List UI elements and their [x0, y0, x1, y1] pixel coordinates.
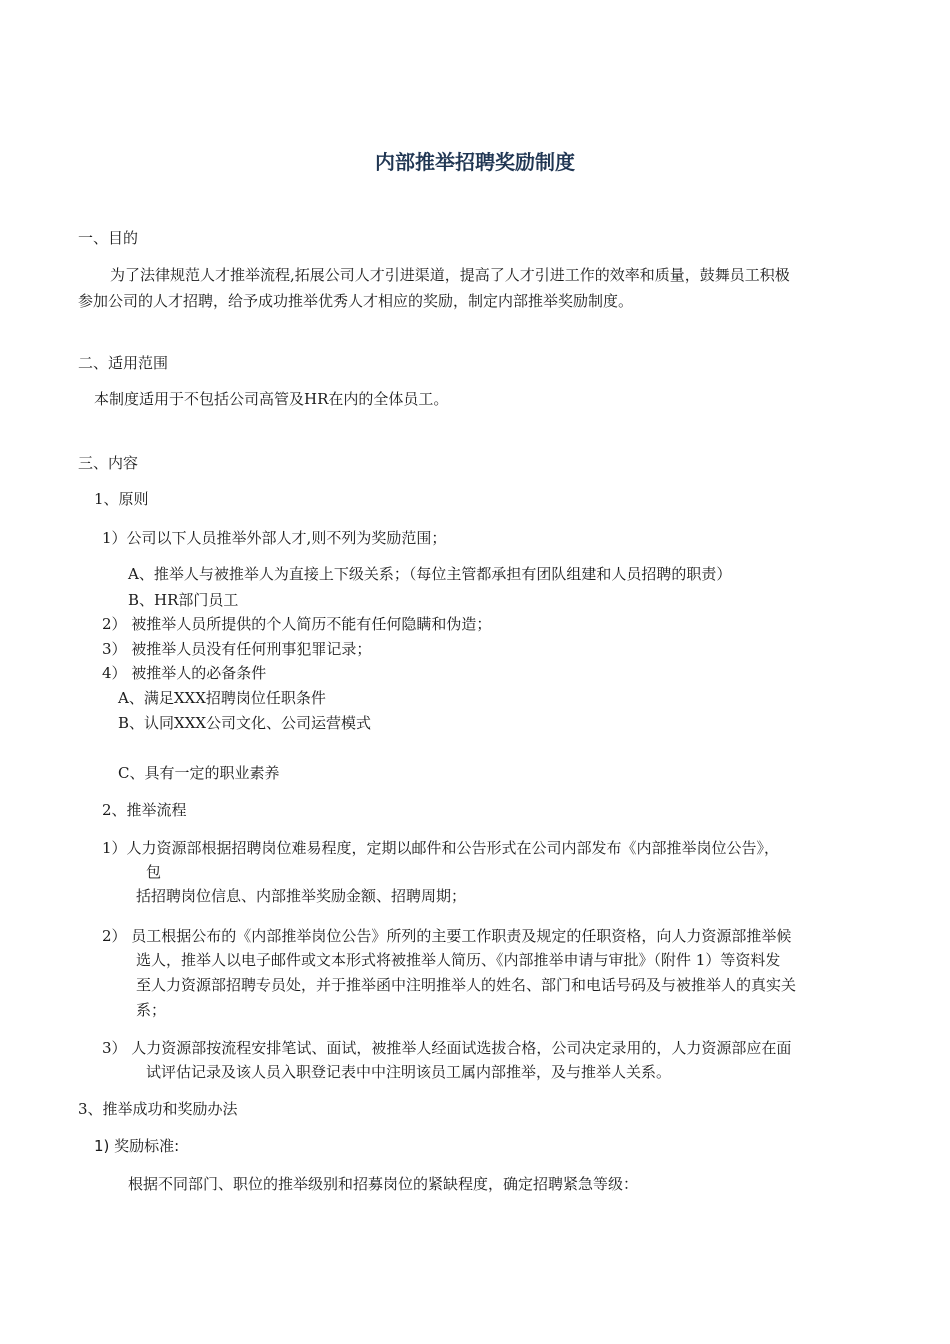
subsection-heading-principles: 1、原则: [94, 490, 149, 508]
list-item: 3） 人力资源部按流程安排笔试、面试，被推举人经面试选拔合格，公司决定录用的，人力资源部应在面: [102, 1039, 792, 1057]
list-item-continuation: 至人力资源部招聘专员处，并于推举函中注明推举人的姓名、部门和电话号码及与被推举人的真实关: [136, 976, 797, 994]
subsection-heading-process: 2、推举流程: [102, 801, 187, 819]
list-item: 2） 员工根据公布的《内部推举岗位公告》所列的主要工作职责及规定的任职资格，向人力资源部推举候: [102, 927, 792, 945]
list-item: A、推举人与被推举人为直接上下级关系；（每位主管都承担有团队组建和人员招聘的职责）: [128, 565, 732, 583]
list-item-continuation: 括招聘岗位信息、内部推举奖励金额、招聘周期；: [136, 887, 467, 905]
section-heading-purpose: 一、目的: [78, 229, 139, 247]
paragraph-line: 根据不同部门、职位的推举级别和招募岗位的紧缺程度，确定招聘紧急等级：: [128, 1175, 639, 1193]
list-item-continuation: 包: [146, 863, 162, 881]
list-item-continuation: 试评估记录及该人员入职登记表中中注明该员工属内部推举，及与推举人关系。: [146, 1063, 672, 1081]
list-item: C、具有一定的职业素养: [118, 764, 280, 782]
list-item: B、HR部门员工: [128, 591, 239, 609]
subsection-heading-reward: 3、推举成功和奖励办法: [78, 1100, 238, 1118]
paragraph-line: 为了法律规范人才推举流程,拓展公司人才引进渠道，提高了人才引进工作的效率和质量，鼓舞员工积极: [110, 266, 790, 284]
list-item: B、认同XXX公司文化、公司运营模式: [118, 714, 372, 732]
document-title: 内部推举招聘奖励制度: [375, 150, 575, 174]
list-item: 1) 奖励标准:: [94, 1137, 180, 1155]
list-item: 3） 被推举人员没有任何刑事犯罪记录；: [102, 640, 372, 658]
section-heading-scope: 二、适用范围: [78, 354, 169, 372]
list-item-continuation: 选人，推举人以电子邮件或文本形式将被推举人简历、《内部推举申请与审批》（附件 1）等资料发: [136, 951, 781, 969]
section-heading-content: 三、内容: [78, 454, 139, 472]
paragraph-line: 本制度适用于不包括公司高管及HR在内的全体员工。: [94, 390, 449, 408]
paragraph-line: 参加公司的人才招聘，给予成功推举优秀人才相应的奖励，制定内部推举奖励制度。: [78, 292, 634, 310]
list-item: 1）人力资源部根据招聘岗位难易程度，定期以邮件和公告形式在公司内部发布《内部推举岗位公告》，: [102, 839, 780, 857]
list-item: 4） 被推举人的必备条件: [102, 664, 267, 682]
list-item: 1）公司以下人员推举外部人才,则不列为奖励范围；: [102, 529, 447, 547]
list-item: A、满足XXX招聘岗位任职条件: [118, 689, 326, 707]
list-item-continuation: 系；: [136, 1001, 167, 1019]
list-item: 2） 被推举人员所提供的个人简历不能有任何隐瞒和伪造；: [102, 615, 492, 633]
